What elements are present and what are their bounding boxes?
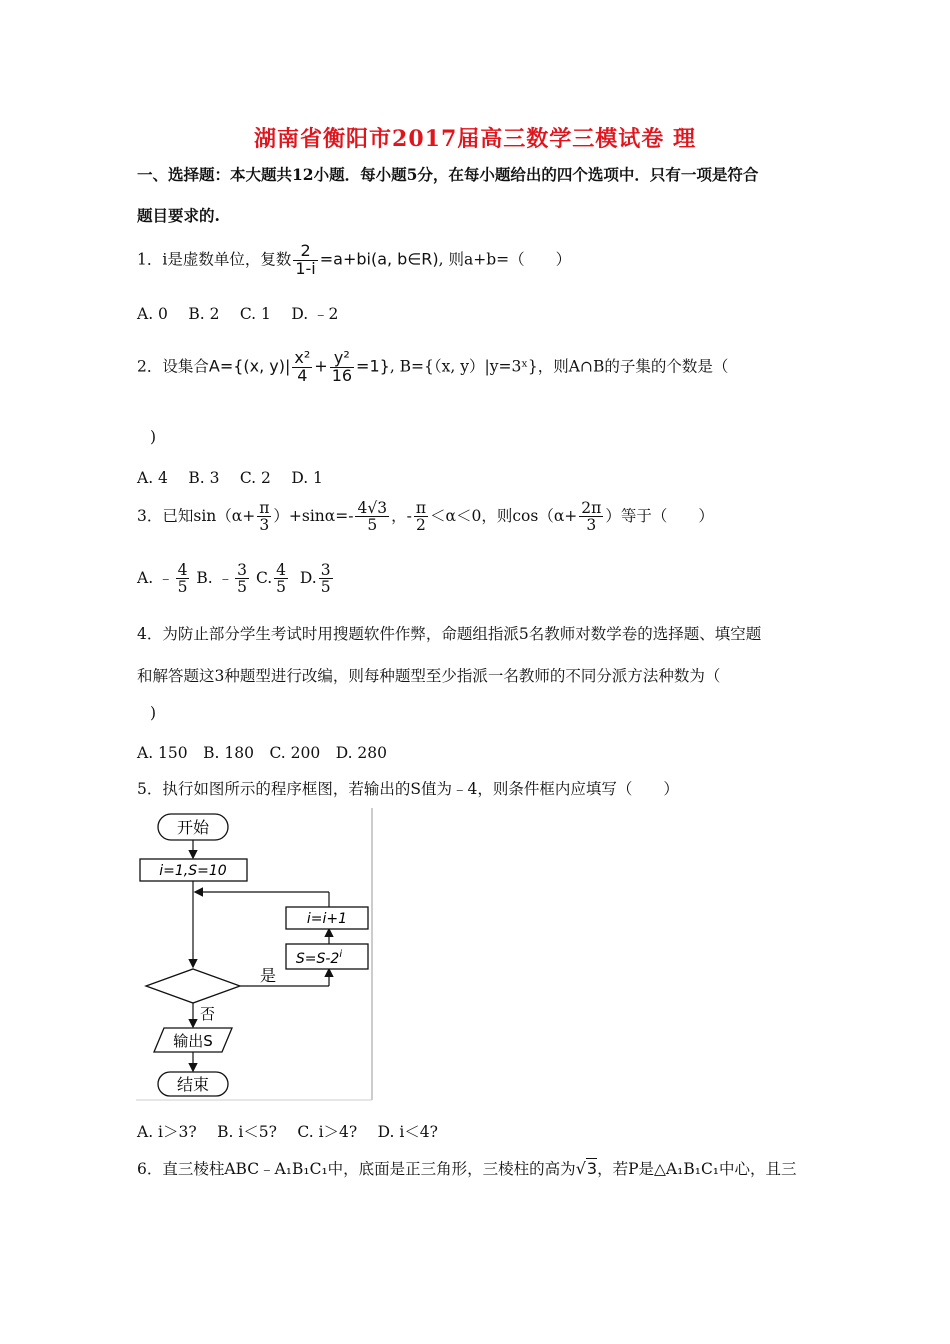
q3-frac-1 xyxy=(257,500,271,534)
q3-optC-den: 5 xyxy=(276,578,287,597)
q3-optA-frac xyxy=(176,562,190,596)
q3-f2-num: 4√3 xyxy=(357,499,388,517)
question-6 xyxy=(137,1157,797,1179)
page-title: 湖南省衡阳市2017届高三数学三模试卷 理 xyxy=(254,126,696,152)
q4-line2: 和解答题这3种题型进行改编，则每种题型至少指派一名教师的不同分派方法种数为（ xyxy=(137,667,721,685)
q2-f1-num: x² xyxy=(294,348,311,367)
q3-optD: D. xyxy=(299,568,317,587)
q3-optC: C. xyxy=(255,568,273,587)
q3-f4-den: 3 xyxy=(586,516,597,535)
q1-prefix: 1．i是虚数单位，复数 xyxy=(137,250,292,269)
q3-p2: ）+sinα=- xyxy=(273,506,354,525)
q2-frac-1 xyxy=(292,350,312,385)
q3-f4-num: 2π xyxy=(581,499,602,517)
end-label: 结束 xyxy=(176,1075,210,1094)
q3-optC-frac xyxy=(274,562,288,596)
update-s-sup: i xyxy=(339,949,343,960)
q2-setA-right: =1} xyxy=(356,356,390,376)
q3-p3: ，- xyxy=(391,506,412,525)
q3-optB: B. ﹣ xyxy=(196,568,234,587)
q4-line3: ) xyxy=(150,704,157,722)
q1-fraction xyxy=(293,243,317,278)
q3-optD-frac xyxy=(319,562,333,596)
section-heading-line1: 一、选择题：本大题共12小题．每小题5分，在每小题给出的四个选项中．只有一项是符合 xyxy=(137,165,759,184)
section-heading-line2: 题目要求的. xyxy=(137,206,220,225)
q3-f3-den: 2 xyxy=(416,516,426,535)
q3-f1-num: π xyxy=(259,499,270,517)
q3-optC-num: 4 xyxy=(276,561,287,579)
flowchart xyxy=(136,806,376,1102)
q2-f1-den: 4 xyxy=(297,365,308,385)
q3-f2-den: 5 xyxy=(367,516,378,535)
output-label: 输出S xyxy=(173,1032,213,1050)
q1-equation: =a+bi(a, b∈R) xyxy=(319,249,439,269)
q3-f1-den: 3 xyxy=(259,516,270,535)
q3-optA-num: 4 xyxy=(177,561,188,579)
q2-f2-den: 16 xyxy=(331,365,353,385)
q1-options: A. 0 B. 2 C. 1 D. ﹣2 xyxy=(137,305,339,323)
yes-label: 是 xyxy=(260,966,277,985)
q2-prefix: 2．设集合 xyxy=(137,357,209,376)
q3-p5: ）等于（ ） xyxy=(605,506,714,525)
q4-line1: 4．为防止部分学生考试时用搜题软件作弊，命题组指派5名教师对数学卷的选择题、填空题 xyxy=(137,625,762,643)
init-label: i=1,S=10 xyxy=(159,863,227,879)
q2-plus: + xyxy=(314,356,328,376)
q2-rest: , B={（x, y）|y=3ˣ}，则A∩B的子集的个数是（ xyxy=(389,357,729,376)
q3-p4: ＜α＜0，则cos（α+ xyxy=(430,506,578,525)
q3-frac-2 xyxy=(355,500,389,534)
question-1 xyxy=(137,243,571,278)
no-label: 否 xyxy=(200,1005,216,1023)
q2-f2-num: y² xyxy=(330,350,354,368)
q3-frac-3 xyxy=(414,500,428,534)
q5-options: A. i＞3? B. i＜5? C. i＞4? D. i＜4? xyxy=(137,1123,438,1141)
q1-frac-den: 1-i xyxy=(295,258,316,278)
q2-frac-2 xyxy=(330,350,354,385)
q3-optD-den: 5 xyxy=(320,578,331,597)
question-3 xyxy=(137,500,714,534)
q3-f3-num: π xyxy=(415,499,427,517)
update-s-text: S=S-2 xyxy=(295,951,340,967)
q3-options xyxy=(137,562,335,596)
update-s-label xyxy=(296,949,342,967)
q2-continuation: ) xyxy=(150,428,157,446)
q6-p2: ，若P是△A₁B₁C₁中心，且三 xyxy=(597,1160,797,1178)
q6-sqrt-arg: 3 xyxy=(586,1159,598,1178)
q3-optB-den: 5 xyxy=(237,578,247,597)
q3-frac-4 xyxy=(579,500,603,534)
q1-frac-num: 2 xyxy=(293,243,317,261)
start-label: 开始 xyxy=(176,818,210,837)
q3-optD-num: 3 xyxy=(320,561,331,579)
q6-sqrt: √3 xyxy=(575,1159,598,1178)
q5-text: 5．执行如图所示的程序框图，若输出的S值为﹣4，则条件框内应填写（ ） xyxy=(137,780,679,798)
q2-options: A. 4 B. 3 C. 2 D. 1 xyxy=(137,469,323,487)
q3-optB-frac xyxy=(235,562,249,596)
q3-p1: 3．已知sin（α+ xyxy=(137,506,256,525)
q6-p1: 6．直三棱柱ABC﹣A₁B₁C₁中，底面是正三角形，三棱柱的高为 xyxy=(137,1160,576,1178)
q2-setA-left: A={(x, y)| xyxy=(208,356,291,376)
condition-diamond xyxy=(146,969,240,1003)
q4-options: A. 150 B. 180 C. 200 D. 280 xyxy=(137,744,388,762)
q3-optB-num: 3 xyxy=(237,561,247,579)
q3-optA-den: 5 xyxy=(177,578,188,597)
q1-suffix: , 则a+b=（ ） xyxy=(438,250,572,269)
q3-optA: A. ﹣ xyxy=(137,568,174,587)
increment-label: i=i+1 xyxy=(306,911,348,927)
question-2 xyxy=(137,350,728,385)
